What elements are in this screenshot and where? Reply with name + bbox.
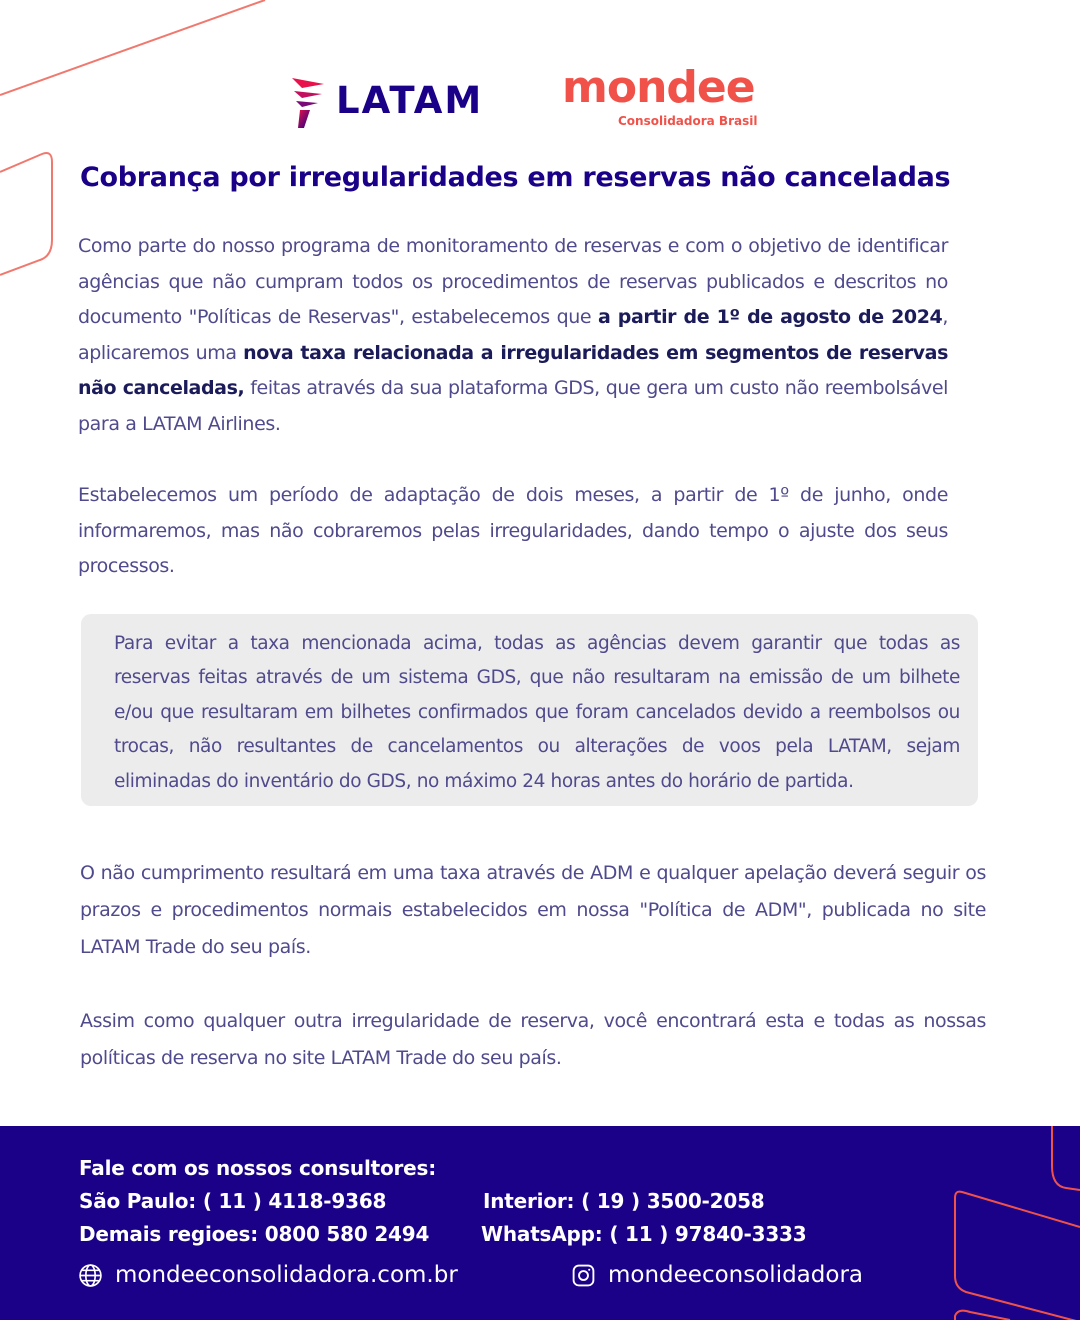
adm-paragraph: O não cumprimento resultará em uma taxa através de ADM e qualquer apelação deverá seguir os prazos e procedimentos normais estabelecidos em nossa "Política de ADM", publicada no site LATAM Trade do seu país. [80,862,986,958]
instagram-link[interactable] [571,1262,863,1288]
notice-box [81,614,978,806]
phone-sao-paulo[interactable]: São Paulo: ( 11 ) 4118-9368 [79,1189,387,1213]
mondee-tagline: Consolidadora Brasil [618,114,758,128]
policy-paragraph: Assim como qualquer outra irregularidade de reserva, você encontrará esta e todas as nossas políticas de reserva no site LATAM Trade do seu país. [80,1010,986,1069]
intro-text-2: , aplicaremos uma [78,306,949,364]
contact-footer [0,1126,1080,1320]
latam-wordmark: LATAM [336,78,484,122]
mondee-wordmark: mondee [562,62,755,113]
phone-whatsapp[interactable]: WhatsApp: ( 11 ) 97840-3333 [481,1222,807,1246]
website-link[interactable] [78,1262,458,1288]
adaptation-paragraph: Estabelecemos um período de adaptação de dois meses, a partir de 1º de junho, onde informaremos, mas não cobraremos pelas irregularidades, dando tempo o ajuste dos seus processos. [78,484,948,577]
mondee-logo [562,62,758,128]
phone-demais-regioes[interactable]: Demais regioes: 0800 580 2494 [79,1222,430,1246]
intro-text-3: feitas através da sua plataforma GDS, que gera um custo não reembolsável para a LATAM Airlines. [78,377,948,435]
logo-bar [0,62,1080,136]
notice-text: Para evitar a taxa mencionada acima, todas as agências devem garantir que todas as reservas feitas através de um sistema GDS, que não resultaram na emissão de um bilhete e/ou que resultaram em bilhetes confirmados que foram cancelados devido a reembolsos ou trocas, não resultantes de cancelamentos ou alterações de voos pela LATAM, sejam eliminadas do inventário do GDS, no máximo 24 horas antes do horário de partida. [114,633,960,792]
latam-logo-icon [290,72,326,128]
globe-icon [78,1263,103,1288]
intro-paragraph [78,229,948,442]
footer-heading: Fale com os nossos consultores: [79,1156,437,1180]
phone-interior[interactable]: Interior: ( 19 ) 3500-2058 [483,1189,765,1213]
intro-fee-bold: nova taxa relacionada a irregularidades em segmentos de reservas não canceladas, [78,341,948,399]
intro-date-bold: a partir de 1º de agosto de 2024 [598,306,943,328]
intro-text-1: Como parte do nosso programa de monitoramento de reservas e com o objetivo de identificar agências que não cumpram todos os procedimentos de reservas publicados e descritos no documento "Políticas de Reservas", estabelecemos que [78,235,948,328]
instagram-text: mondeeconsolidadora [608,1262,863,1288]
instagram-icon [571,1263,596,1288]
latam-logo [290,72,483,128]
website-text: mondeeconsolidadora.com.br [115,1262,458,1288]
page-title: Cobrança por irregularidades em reservas não canceladas [80,162,951,193]
